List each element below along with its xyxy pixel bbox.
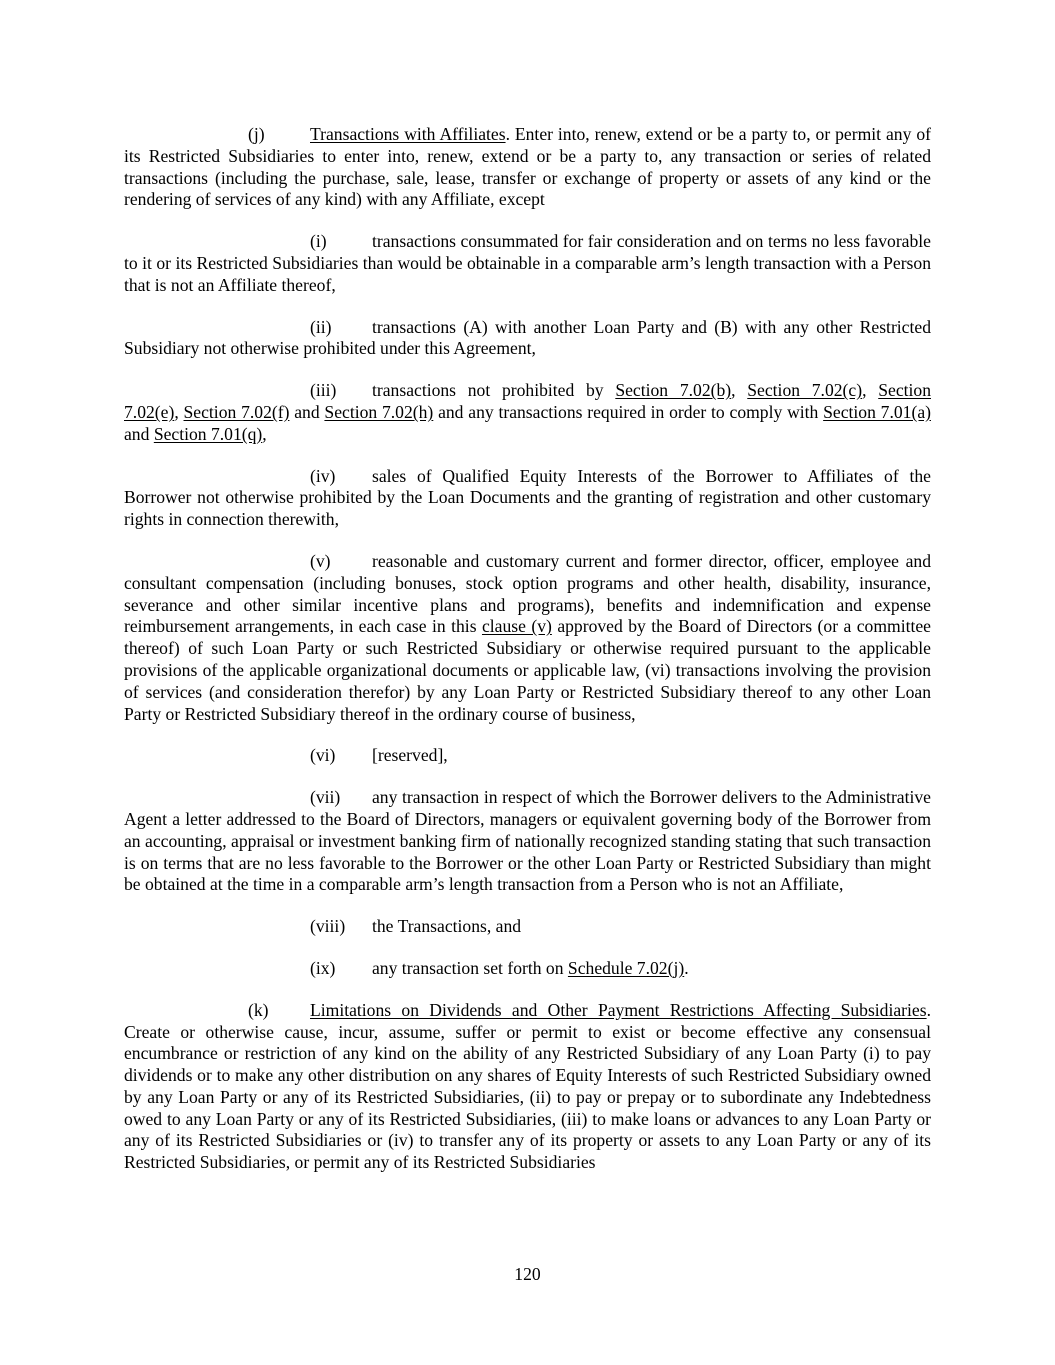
- clause-ix-text: any transaction set forth on: [372, 957, 568, 978]
- clause-v-label: (v): [310, 550, 331, 571]
- clause-viii-label: (viii): [310, 916, 346, 937]
- document-body: [124, 124, 931, 1174]
- clause-iii-text: and any transactions required in order to comply with: [433, 401, 824, 422]
- section-j-title: Transactions with Affiliates: [310, 124, 506, 144]
- clause-iv-text: sales of Qualified Equity Interests of the Borrower to Affiliates of the Borrower not otherwise prohibited by the Loan Documents and the granting of registration and other customary rights in connection therewith,: [124, 465, 931, 530]
- schedule-ref-link: Schedule 7.02(j): [567, 957, 685, 978]
- clause-ref-link: clause (v): [481, 616, 552, 637]
- section-ref-link: Section 7.02(b): [615, 380, 732, 401]
- page-number: 120: [514, 1264, 541, 1284]
- section-k-text: . Create or otherwise cause, incur, assume, suffer or permit to exist or become effective any consensual encumbrance or restriction of any kind on the ability of any Restricted Subsidiary of any Loan Party (i) to pay dividends or to make any other distribution on any shares of Equity Interests of such Restricted Subsidiary owned by any Loan Party or any of its Restricted Subsidiaries, (ii) to pay or prepay or to subordinate any Indebtedness owed to any Loan Party or any of its Restricted Subsidiaries, (iii) to make loans or advances to any Loan Party or any of its Restricted Subsidiaries or (iv) to transfer any of its property or assets to any Loan Party or any of its Restricted Subsidiaries, or permit any of its Restricted Subsidiaries: [124, 999, 931, 1173]
- clause-ix: [124, 958, 931, 980]
- clause-ix-text: .: [684, 957, 689, 978]
- clause-viii-text: the Transactions, and: [372, 916, 522, 937]
- clause-ii-text: transactions (A) with another Loan Party and (B) with any other Restricted Subsidiary not otherwise prohibited under this Agreement,: [124, 316, 931, 359]
- section-k: [124, 1000, 931, 1174]
- section-k-label: (k): [248, 999, 269, 1020]
- clause-ix-label: (ix): [310, 957, 336, 978]
- section-ref-link: Section 7.02(h): [324, 401, 434, 422]
- section-k-title: Limitations on Dividends and Other Payment Restrictions Affecting Subsidiaries: [310, 999, 927, 1020]
- clause-v-text: approved by the Board of Directors (or a committee thereof) of such Loan Party or such Restricted Subsidiary or otherwise required pursuant to the applicable provisions of the applicable organizational documents or applicable law, (vi) transactions involving the provision of services (and consideration therefor) by any Loan Party or Restricted Subsidiary thereof to any other Loan Party or Restricted Subsidiary thereof in the ordinary course of business,: [124, 616, 931, 724]
- clause-iii-text: transactions not prohibited by: [372, 380, 616, 401]
- clause-vii: [124, 787, 931, 896]
- clause-vi-label: (vi): [310, 745, 336, 766]
- clause-ii: [124, 317, 931, 361]
- clause-i-text: transactions consummated for fair consideration and on terms no less favorable to it or its Restricted Subsidiaries than would be obtainable in a comparable arm’s length transaction with a Person that is not an Affiliate thereof,: [124, 231, 931, 295]
- separator: and: [124, 423, 154, 444]
- section-ref-link: Section 7.02(f): [183, 401, 290, 422]
- section-ref-link: Section 7.02(c): [747, 380, 863, 401]
- clause-iii: [124, 380, 931, 445]
- section-j-label: (j): [248, 124, 265, 144]
- clause-v-text: reasonable and customary current and former director, officer, employee and consultant compensation (including bonuses, stock option programs and other health, disability, insurance, severance and other similar incentive plans and programs), benefits and indemnification and expense reimbursement arrangements, in each case in this: [124, 550, 931, 637]
- section-j-text: . Enter into, renew, extend or be a party to, or permit any of its Restricted Subsidiaries to enter into, renew, extend or be a party to, any transaction or series of related transactions (including the purchase, sale, lease, transfer or exchange of property or assets of any kind or the rendering of services of any kind) with any Affiliate, except: [124, 124, 931, 210]
- separator: ,: [731, 380, 748, 401]
- clause-vii-text: any transaction in respect of which the Borrower delivers to the Administrative Agent a letter addressed to the Board of Directors, managers or equivalent governing body of the Borrower from an accounting, appraisal or investment banking firm of nationally recognized standing stating that such transaction is on terms that are no less favorable to the Borrower or the other Loan Party or Restricted Subsidiary than might be obtained at the time in a comparable arm’s length transaction from a Person who is not an Affiliate,: [124, 787, 931, 895]
- separator: ,: [862, 380, 879, 401]
- clause-vii-label: (vii): [310, 787, 341, 808]
- section-ref-link: Section 7.02(e): [124, 380, 931, 422]
- clause-i-label: (i): [310, 231, 327, 252]
- clause-vi: [124, 745, 931, 767]
- section-j: [124, 124, 931, 211]
- clause-iii-label: (iii): [310, 380, 337, 401]
- separator: ,: [174, 401, 184, 422]
- section-ref-link: Section 7.01(q): [153, 423, 263, 444]
- clause-iv-label: (iv): [310, 465, 336, 486]
- clause-vi-text: [reserved],: [372, 745, 448, 766]
- clause-viii: [124, 916, 931, 938]
- clause-ii-label: (ii): [310, 316, 332, 337]
- separator: ,: [262, 423, 267, 444]
- clause-i: [124, 231, 931, 296]
- section-ref-link: Section 7.01(a): [823, 401, 931, 422]
- clause-v: [124, 551, 931, 725]
- separator: and: [289, 401, 325, 422]
- clause-iv: [124, 466, 931, 531]
